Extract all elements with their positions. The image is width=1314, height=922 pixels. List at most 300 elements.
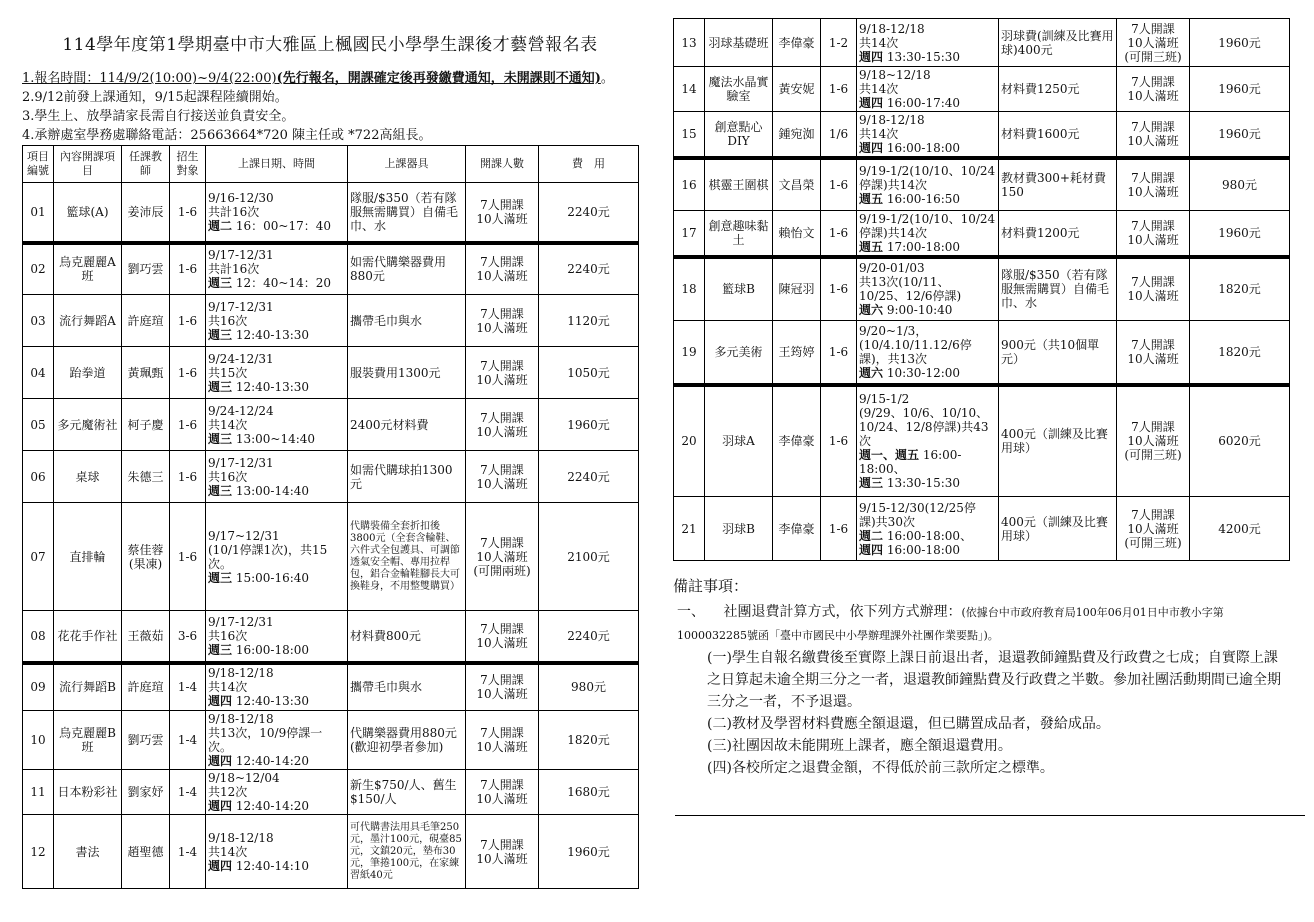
course-table-right xyxy=(673,18,1290,561)
course-table-left xyxy=(22,145,639,889)
course-name: 籃球(A) xyxy=(54,183,122,243)
course-count: 共16次 xyxy=(208,469,248,484)
course-day: 週三 xyxy=(208,570,233,585)
course-time: 16:00-18:00 xyxy=(886,141,961,155)
course-time: 12:40-14:20 xyxy=(235,754,310,768)
course-time: 16:00-18:00、 xyxy=(859,448,962,477)
table-row xyxy=(674,497,1290,561)
remarks-section-title: 社團退費計算方式，依下列方式辦理： xyxy=(723,604,962,620)
notice-4: 4.承辦處室學務處聯絡電話：25663664*720 陳主任或 *722高組長。 xyxy=(22,128,432,143)
course-equipment: 攜帶毛巾與水 xyxy=(348,663,466,711)
table-header-row xyxy=(23,146,639,183)
course-day: 週三 xyxy=(208,276,233,291)
table-row xyxy=(674,210,1290,257)
course-name: 羽球B xyxy=(705,497,773,561)
capacity-min: 7人開課 xyxy=(1131,170,1175,185)
course-time: 16:00-18:00 xyxy=(235,642,310,657)
course-count: 共14次 xyxy=(208,680,248,695)
course-name: 直排輪 xyxy=(54,503,122,611)
course-time-line xyxy=(859,50,996,64)
course-name: 書法 xyxy=(54,815,122,889)
course-capacity xyxy=(1117,67,1190,112)
course-count: 共16次 xyxy=(208,628,248,643)
capacity-max: 10人滿班 xyxy=(1127,434,1179,449)
capacity-note: (可開兩班) xyxy=(473,563,531,578)
course-schedule xyxy=(206,347,348,399)
course-time: 12:40-13:30 xyxy=(235,379,310,394)
course-schedule xyxy=(206,183,348,243)
capacity-max: 10人滿班 xyxy=(1127,232,1179,247)
capacity-max: 10人滿班 xyxy=(476,269,528,284)
remarks-section-no: 一、 xyxy=(677,604,705,620)
capacity-max: 10人滿班 xyxy=(476,211,528,226)
course-count: 課)共30次 xyxy=(859,514,915,529)
course-schedule xyxy=(206,611,348,663)
course-name: 流行舞蹈B xyxy=(54,663,122,711)
course-date: 9/17-12/31 xyxy=(208,614,274,629)
course-count: 共12次 xyxy=(208,785,248,799)
course-day: 週四 xyxy=(208,799,233,813)
course-teacher: 劉巧雲 xyxy=(122,711,170,770)
course-day: 週二 xyxy=(859,528,884,543)
course-time-line xyxy=(208,754,345,768)
course-capacity xyxy=(466,815,539,889)
course-date: 9/17~12/31 xyxy=(208,528,280,543)
header-teacher: 任課教師 xyxy=(122,146,170,183)
capacity-note: (可開三班) xyxy=(1124,535,1182,550)
course-schedule xyxy=(857,158,999,210)
capacity-min: 7人開課 xyxy=(480,462,524,477)
course-time-line xyxy=(859,141,996,155)
capacity-max: 10人滿班 xyxy=(476,424,528,439)
course-count: (10/4.10/11.12/6停課)，共13次 xyxy=(859,337,972,366)
course-day: 週四 xyxy=(859,49,884,64)
course-teacher: 朱德三 xyxy=(122,451,170,503)
capacity-min: 7人開課 xyxy=(480,778,524,792)
course-day: 週四 xyxy=(208,694,233,709)
capacity-max: 10人滿班 xyxy=(1127,35,1179,50)
course-schedule xyxy=(206,295,348,347)
course-teacher: 許庭瑄 xyxy=(122,663,170,711)
header-fee: 費 用 xyxy=(539,146,639,183)
course-fee: 1820元 xyxy=(539,711,639,770)
course-time-line xyxy=(208,799,345,813)
course-equipment: 材料費800元 xyxy=(348,611,466,663)
course-teacher: 李偉豪 xyxy=(773,497,821,561)
course-no: 04 xyxy=(23,347,54,399)
course-target: 1-6 xyxy=(821,158,857,210)
course-target: 1-6 xyxy=(170,243,206,295)
course-capacity xyxy=(466,611,539,663)
course-day: 週三 xyxy=(208,642,233,657)
course-target: 1-6 xyxy=(170,399,206,451)
course-target: 1-6 xyxy=(821,257,857,321)
course-day: 週四 xyxy=(208,858,233,873)
course-fee: 1820元 xyxy=(1190,257,1290,321)
capacity-max: 10人滿班 xyxy=(1127,184,1179,199)
course-name: 烏克麗麗A班 xyxy=(54,243,122,295)
course-schedule xyxy=(857,210,999,257)
course-fee: 2240元 xyxy=(539,243,639,295)
course-date: 9/19-1/2(10/10、10/24 xyxy=(859,163,996,178)
remarks-item-2: (二)教材及學習材料費應全額退還，但已購置成品者，發給成品。 xyxy=(707,716,1110,732)
course-name: 桌球 xyxy=(54,451,122,503)
course-schedule xyxy=(857,497,999,561)
course-name: 花花手作社 xyxy=(54,611,122,663)
course-time: 12:40-14:20 xyxy=(235,799,310,813)
course-schedule xyxy=(206,243,348,295)
course-no: 14 xyxy=(674,67,705,112)
course-fee: 2240元 xyxy=(539,183,639,243)
course-date: 9/16-12/30 xyxy=(208,190,274,205)
table-row xyxy=(23,663,639,711)
course-time-line xyxy=(208,328,345,342)
course-target: 1-6 xyxy=(170,347,206,399)
course-count: 停課)共14次 xyxy=(859,177,927,192)
notice-1-bold: (先行報名，開課確定後再發繳費通知，未開課則不通知) xyxy=(276,71,601,86)
course-count: (9/29、10/6、10/10、10/24、12/8停課)共43次 xyxy=(859,406,989,449)
capacity-max: 10人滿班 xyxy=(1127,134,1179,148)
capacity-min: 7人開課 xyxy=(1131,420,1175,435)
course-time: 16:00-17:40 xyxy=(886,96,961,110)
course-fee: 1120元 xyxy=(539,295,639,347)
course-teacher: 李偉豪 xyxy=(773,19,821,67)
course-time-line xyxy=(208,276,345,290)
course-teacher: 黃珮甄 xyxy=(122,347,170,399)
course-target: 1-6 xyxy=(821,210,857,257)
course-day: 週五 xyxy=(859,239,884,254)
remarks-section xyxy=(673,575,1289,779)
course-time-line-2 xyxy=(859,476,996,490)
course-date: 9/15-1/2 xyxy=(859,392,910,407)
course-time-line-2 xyxy=(859,543,996,557)
course-date: 9/18-12/18 xyxy=(208,712,274,726)
course-target: 1-6 xyxy=(821,385,857,497)
notice-3: 3.學生上、放學請家長需自行接送並負責安全。 xyxy=(22,109,295,124)
course-date: 9/17-12/31 xyxy=(208,248,274,263)
capacity-note: (可開三班) xyxy=(1124,448,1182,463)
course-fee: 2100元 xyxy=(539,503,639,611)
course-day: 週四 xyxy=(208,754,233,768)
course-schedule xyxy=(206,711,348,770)
course-time-line xyxy=(859,529,996,543)
course-date: 9/18-12/18 xyxy=(208,666,274,681)
course-target: 1/6 xyxy=(821,112,857,159)
course-teacher: 柯子慶 xyxy=(122,399,170,451)
capacity-min: 7人開課 xyxy=(480,410,524,425)
course-equipment: 2400元材料費 xyxy=(348,399,466,451)
course-equipment: 服裝費用1300元 xyxy=(348,347,466,399)
course-no: 06 xyxy=(23,451,54,503)
course-schedule xyxy=(206,399,348,451)
notice-2: 2.9/12前發上課通知，9/15起課程陸續開始。 xyxy=(22,90,288,105)
capacity-max: 10人滿班 xyxy=(476,851,528,866)
capacity-min: 7人開課 xyxy=(480,726,524,740)
course-count: (10/1停課1次)，共15次。 xyxy=(208,542,328,571)
capacity-min: 7人開課 xyxy=(480,621,524,636)
course-time-line xyxy=(208,380,345,394)
course-schedule xyxy=(206,451,348,503)
capacity-min: 7人開課 xyxy=(480,535,524,550)
table-row xyxy=(23,815,639,889)
course-equipment: 材料費1600元 xyxy=(999,112,1117,159)
course-no: 02 xyxy=(23,243,54,295)
course-capacity xyxy=(1117,321,1190,385)
course-teacher: 劉家妤 xyxy=(122,770,170,815)
course-capacity xyxy=(466,399,539,451)
course-target: 1-6 xyxy=(170,295,206,347)
course-fee: 4200元 xyxy=(1190,497,1290,561)
course-capacity xyxy=(1117,112,1190,159)
course-equipment: 新生$750/人、舊生$150/人 xyxy=(348,770,466,815)
capacity-min: 7人開課 xyxy=(480,255,524,270)
course-time: 17:00-18:00 xyxy=(886,239,961,254)
course-target: 1-6 xyxy=(821,497,857,561)
course-date: 9/24-12/24 xyxy=(208,403,274,418)
table-row xyxy=(674,112,1290,159)
header-target: 招生對象 xyxy=(170,146,206,183)
course-name: 多元魔術社 xyxy=(54,399,122,451)
table-row xyxy=(674,158,1290,210)
course-day-2: 週四 xyxy=(859,542,884,557)
course-schedule xyxy=(857,67,999,112)
capacity-min: 7人開課 xyxy=(480,197,524,212)
course-time: 13:30-15:30 xyxy=(886,49,961,64)
course-target: 1-6 xyxy=(170,183,206,243)
course-count: 共14次 xyxy=(859,127,899,141)
course-no: 08 xyxy=(23,611,54,663)
course-teacher: 許庭瑄 xyxy=(122,295,170,347)
course-day: 週四 xyxy=(859,141,884,155)
header-no: 項目編號 xyxy=(23,146,54,183)
course-fee: 1960元 xyxy=(1190,112,1290,159)
course-time-2: 13:30-15:30 xyxy=(886,476,961,491)
capacity-note: (可開三班) xyxy=(1124,49,1182,64)
capacity-min: 7人開課 xyxy=(1131,75,1175,89)
course-capacity xyxy=(1117,158,1190,210)
course-day: 週二 xyxy=(208,218,233,233)
course-name: 魔法水晶實驗室 xyxy=(705,67,773,112)
course-day-2: 週三 xyxy=(859,476,884,491)
course-capacity xyxy=(1117,19,1190,67)
course-fee: 1960元 xyxy=(539,815,639,889)
course-fee: 1960元 xyxy=(539,399,639,451)
course-fee: 1050元 xyxy=(539,347,639,399)
course-no: 20 xyxy=(674,385,705,497)
course-equipment: 400元（訓練及比賽用球） xyxy=(999,385,1117,497)
course-time-line xyxy=(208,432,345,446)
course-time-line xyxy=(208,694,345,708)
course-capacity xyxy=(1117,257,1190,321)
course-target: 1-6 xyxy=(821,321,857,385)
course-schedule xyxy=(857,112,999,159)
table-row xyxy=(23,503,639,611)
capacity-max: 10人滿班 xyxy=(476,792,528,806)
table-row xyxy=(23,451,639,503)
course-time: 9:00-10:40 xyxy=(886,303,953,318)
course-time-line xyxy=(208,571,345,585)
course-capacity xyxy=(466,295,539,347)
course-count: 共14次 xyxy=(859,82,899,96)
notice-1-time: 1.報名時間：114/9/2(10:00)~9/4(22:00) xyxy=(22,71,277,86)
course-teacher: 黃安妮 xyxy=(773,67,821,112)
course-schedule xyxy=(857,321,999,385)
course-no: 12 xyxy=(23,815,54,889)
course-day: 週五 xyxy=(859,191,884,206)
course-time-2: 16:00-18:00 xyxy=(886,542,961,557)
course-no: 01 xyxy=(23,183,54,243)
course-date: 9/18-12/18 xyxy=(208,830,274,845)
table-row xyxy=(23,243,639,295)
course-target: 1-4 xyxy=(170,663,206,711)
course-target: 1-4 xyxy=(170,770,206,815)
capacity-min: 7人開課 xyxy=(480,673,524,688)
capacity-min: 7人開課 xyxy=(480,358,524,373)
course-count: 停課)共14次 xyxy=(859,225,927,240)
course-day: 週三 xyxy=(208,483,233,498)
table-row xyxy=(674,321,1290,385)
course-time-line xyxy=(208,643,345,657)
course-capacity xyxy=(466,770,539,815)
footer-divider xyxy=(675,815,1305,816)
course-time: 13:00-14:40 xyxy=(235,483,310,498)
course-equipment: 隊服/$350（若有隊服無需購買）自備毛巾、水 xyxy=(999,257,1117,321)
course-no: 18 xyxy=(674,257,705,321)
course-name: 跆拳道 xyxy=(54,347,122,399)
course-capacity xyxy=(1117,385,1190,497)
course-count: 共計16次 xyxy=(208,204,260,219)
course-teacher: 劉巧雲 xyxy=(122,243,170,295)
table-row xyxy=(23,399,639,451)
course-time-line xyxy=(859,366,996,380)
remarks-title: 備註事項： xyxy=(673,577,749,595)
table-row xyxy=(674,19,1290,67)
course-date: 9/19-1/2(10/10、10/24 xyxy=(859,211,996,226)
capacity-max: 10人滿班 xyxy=(476,549,528,564)
course-time: 16:00-18:00、 xyxy=(886,528,973,543)
course-day: 週三 xyxy=(208,379,233,394)
course-time: 12:40-13:30 xyxy=(235,694,310,709)
course-name: 烏克麗麗B班 xyxy=(54,711,122,770)
table-row xyxy=(23,711,639,770)
course-name: 日本粉彩社 xyxy=(54,770,122,815)
course-name: 籃球B xyxy=(705,257,773,321)
notice-1 xyxy=(22,69,638,88)
course-capacity xyxy=(1117,210,1190,257)
course-equipment: 隊服/$350（若有隊服無需購買）自備毛巾、水 xyxy=(348,183,466,243)
course-name: 創意點心DIY xyxy=(705,112,773,159)
remarks-item-3: (三)社團因故未能開班上課者，應全額退還費用。 xyxy=(707,738,1012,754)
course-fee: 1820元 xyxy=(1190,321,1290,385)
course-schedule xyxy=(206,815,348,889)
course-fee: 2240元 xyxy=(539,611,639,663)
course-target: 1-6 xyxy=(170,451,206,503)
course-day: 週六 xyxy=(859,303,884,318)
course-target: 1-6 xyxy=(170,503,206,611)
notice-1-suffix: 。 xyxy=(600,71,614,86)
course-fee: 2240元 xyxy=(539,451,639,503)
course-count: 共15次 xyxy=(208,365,248,380)
course-no: 05 xyxy=(23,399,54,451)
course-count: 共14次 xyxy=(208,417,248,432)
course-no: 19 xyxy=(674,321,705,385)
course-schedule xyxy=(206,770,348,815)
course-date: 9/17-12/31 xyxy=(208,455,274,470)
course-equipment: 可代購書法用具毛筆250元，墨汁100元，硯臺85元，文鎮20元，墊布30元，筆捲100元，在家練習紙40元 xyxy=(348,815,466,889)
course-schedule xyxy=(857,385,999,497)
course-equipment: 代購樂器費用880元(歡迎初學者參加) xyxy=(348,711,466,770)
course-day: 週四 xyxy=(859,96,884,110)
course-date: 9/20-01/03 xyxy=(859,261,925,276)
course-teacher: 文昌榮 xyxy=(773,158,821,210)
capacity-min: 7人開課 xyxy=(1131,218,1175,233)
capacity-min: 7人開課 xyxy=(1131,337,1175,352)
course-time: 10:30-12:00 xyxy=(886,365,961,380)
right-column xyxy=(673,18,1289,779)
course-time-line xyxy=(859,448,996,476)
capacity-max: 10人滿班 xyxy=(476,687,528,702)
course-teacher: 蔡佳蓉(果凍) xyxy=(122,503,170,611)
course-teacher: 賴怡文 xyxy=(773,210,821,257)
course-equipment: 教材費300+耗材費150 xyxy=(999,158,1117,210)
course-date: 9/17-12/31 xyxy=(208,299,274,314)
header-capacity: 開課人數 xyxy=(466,146,539,183)
capacity-max: 10人滿班 xyxy=(1127,521,1179,536)
course-time-line xyxy=(208,859,345,873)
course-no: 13 xyxy=(674,19,705,67)
course-equipment: 400元（訓練及比賽用球） xyxy=(999,497,1117,561)
capacity-max: 10人滿班 xyxy=(476,476,528,491)
course-capacity xyxy=(466,183,539,243)
course-teacher: 李偉豪 xyxy=(773,385,821,497)
course-teacher: 鍾宛洳 xyxy=(773,112,821,159)
course-count: 共計16次 xyxy=(208,262,260,277)
course-teacher: 陳冠羽 xyxy=(773,257,821,321)
course-name: 創意趣味黏土 xyxy=(705,210,773,257)
course-time: 15:00-16:40 xyxy=(235,570,310,585)
course-date: 9/24-12/31 xyxy=(208,351,274,366)
table-row xyxy=(674,385,1290,497)
course-time: 13:00~14:40 xyxy=(235,431,316,446)
capacity-max: 10人滿班 xyxy=(1127,351,1179,366)
remarks-item-4: (四)各校所定之退費金額，不得低於前三款所定之標準。 xyxy=(707,760,1054,776)
course-date: 9/18~12/04 xyxy=(208,771,280,785)
capacity-max: 10人滿班 xyxy=(476,635,528,650)
capacity-min: 7人開課 xyxy=(480,837,524,852)
capacity-max: 10人滿班 xyxy=(476,372,528,387)
course-capacity xyxy=(466,711,539,770)
remarks-section-1 xyxy=(673,601,1289,647)
course-no: 17 xyxy=(674,210,705,257)
course-date: 9/18-12/18 xyxy=(859,113,925,127)
course-no: 21 xyxy=(674,497,705,561)
course-time-line xyxy=(208,484,345,498)
capacity-min: 7人開課 xyxy=(1131,275,1175,290)
course-day: 週一、週五 xyxy=(859,448,920,463)
course-time: 16：00~17：40 xyxy=(235,218,331,233)
course-teacher: 王薇茹 xyxy=(122,611,170,663)
course-fee: 1960元 xyxy=(1190,210,1290,257)
table-row xyxy=(23,770,639,815)
course-date: 9/20~1/3， xyxy=(859,323,928,338)
course-no: 07 xyxy=(23,503,54,611)
course-day: 週六 xyxy=(859,365,884,380)
course-capacity xyxy=(466,663,539,711)
header-course: 內容開課項目 xyxy=(54,146,122,183)
table-row xyxy=(23,183,639,243)
course-capacity xyxy=(466,243,539,295)
table-row xyxy=(23,611,639,663)
